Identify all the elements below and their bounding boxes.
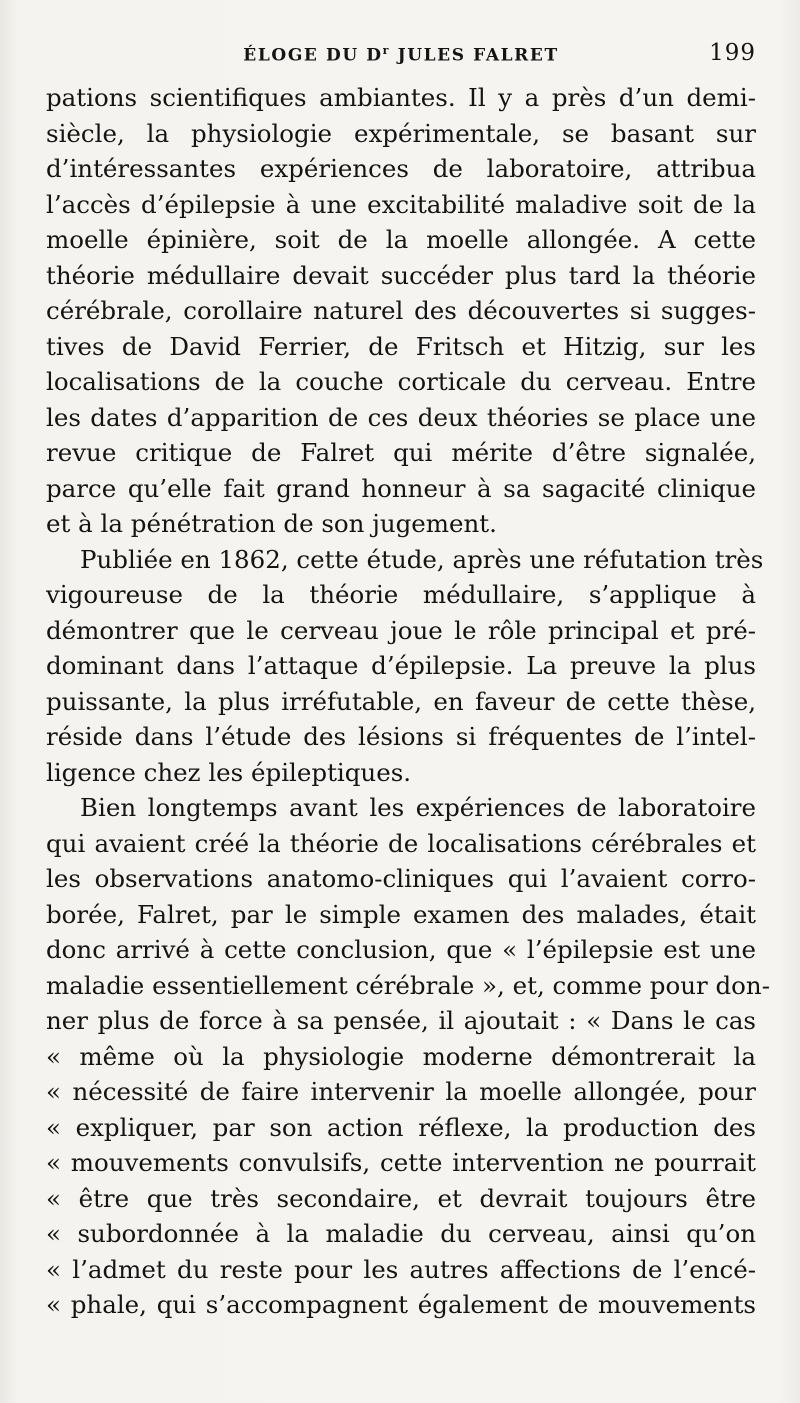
- text-line: d’intéressantes expériences de laboratoire, attribua: [46, 154, 756, 183]
- text-line: qui avaient créé la théorie de localisations cérébrales et: [46, 828, 756, 858]
- text-line: démontrer que le cerveau joue le rôle principal et pré-: [46, 615, 756, 645]
- text-line: moelle épinière, soit de la moelle allongée. A cette: [46, 225, 756, 254]
- running-title: [46, 44, 756, 66]
- running-title-main: ÉLOGE DU D: [243, 45, 383, 66]
- text-line: l’accès d’épilepsie à une excitabilité maladive soit de la: [46, 189, 756, 219]
- paragraph-2: [46, 542, 764, 791]
- text-line: cérébrale, corollaire naturel des découvertes si sugges-: [46, 296, 756, 325]
- text-line: revue critique de Falret qui mérite d’être signalée,: [46, 438, 756, 467]
- text-line: « phale, qui s’accompagnent également de mouvements: [46, 1290, 756, 1319]
- text-line: parce qu’elle fait grand honneur à sa sagacité clinique: [46, 473, 756, 503]
- text-line: borée, Falret, par le simple examen des malades, était: [46, 899, 756, 929]
- text-line: « expliquer, par son action réflexe, la production des: [46, 1112, 756, 1142]
- paragraph-1: [46, 80, 756, 542]
- text-line: « même où la physiologie moderne démontrerait la: [46, 1041, 756, 1071]
- text-line: « l’admet du reste pour les autres affections de l’encé-: [46, 1254, 756, 1284]
- text-line: les dates d’apparition de ces deux théories se place une: [46, 402, 756, 432]
- text-line: ner plus de force à sa pensée, il ajoutait : « Dans le cas: [46, 1006, 756, 1035]
- text-line: théorie médullaire devait succéder plus tard la théorie: [46, 260, 756, 290]
- text-line: Bien longtemps avant les expériences de laboratoire: [80, 793, 756, 822]
- text-line: Publiée en 1862, cette étude, après une réfutation très: [80, 544, 764, 574]
- text-line: les observations anatomo-cliniques qui l’avaient corro-: [46, 864, 756, 893]
- text-line: « nécessité de faire intervenir la moelle allongée, pour: [46, 1077, 756, 1106]
- text-line: puissante, la plus irréfutable, en faveur de cette thèse,: [46, 686, 756, 716]
- running-title-superscript: r: [382, 44, 391, 57]
- text-line: tives de David Ferrier, de Fritsch et Hitzig, sur les: [46, 331, 756, 361]
- running-head: [46, 34, 756, 76]
- text-line: siècle, la physiologie expérimentale, se basant sur: [46, 118, 756, 148]
- text-line: ligence chez les épileptiques.: [46, 757, 412, 787]
- body-text: [46, 80, 770, 1323]
- text-line: et à la pénétration de son jugement.: [46, 509, 497, 538]
- text-line: « mouvements convulsifs, cette intervention ne pourrait: [46, 1148, 756, 1177]
- text-line: réside dans l’étude des lésions si fréquentes de l’intel-: [46, 722, 756, 751]
- paragraph-3: [46, 790, 770, 1323]
- text-line: « subordonnée à la maladie du cerveau, ainsi qu’on: [46, 1219, 756, 1248]
- running-title-rest: JULES FALRET: [390, 45, 559, 66]
- text-line: maladie essentiellement cérébrale », et, comme pour don-: [46, 970, 770, 1000]
- text-line: localisations de la couche corticale du cerveau. Entre: [46, 367, 756, 396]
- page-number: 199: [709, 40, 756, 66]
- text-line: dominant dans l’attaque d’épilepsie. La preuve la plus: [46, 651, 756, 680]
- text-line: donc arrivé à cette conclusion, que « l’épilepsie est une: [46, 935, 756, 964]
- text-line: « être que très secondaire, et devrait toujours être: [46, 1183, 756, 1213]
- text-line: vigoureuse de la théorie médullaire, s’applique à: [46, 580, 756, 609]
- text-line: pations scientifiques ambiantes. Il y a près d’un demi-: [46, 83, 756, 112]
